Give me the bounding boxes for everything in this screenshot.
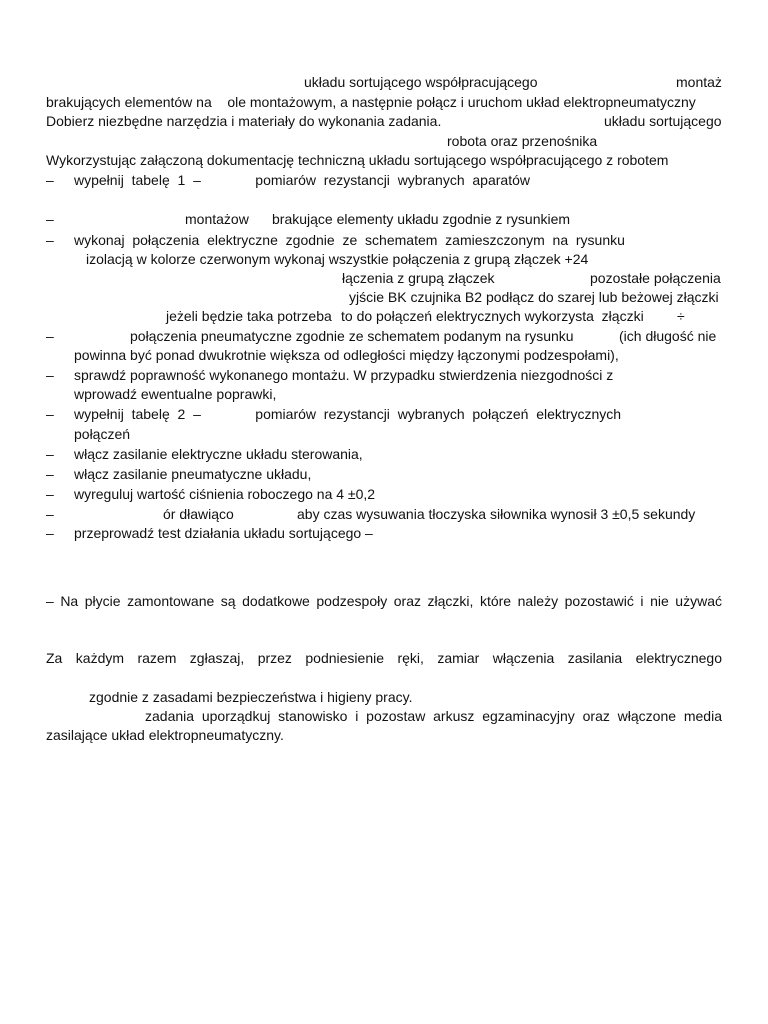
bullet-dash: – — [46, 506, 54, 522]
list-item-line: łączenia z grupą złączek — [342, 270, 495, 286]
list-item: przeprowadź test działania układu sortującego – — [74, 525, 373, 541]
text-line: robota oraz przenośnika — [447, 133, 598, 149]
list-item-line: yjście BK czujnika B2 podłącz do szarej lub beżowej złączki — [349, 289, 719, 305]
list-item-line: to do połączeń elektrycznych wykorzysta złączki — [341, 308, 644, 324]
list-item: wykonaj połączenia elektryczne zgodnie ze schematem zamieszczonym na rysunku — [74, 232, 625, 248]
list-item: włącz zasilanie pneumatyczne układu, — [74, 466, 312, 482]
bullet-dash: – — [46, 172, 54, 188]
list-item: ór dławiąco — [163, 506, 234, 522]
list-item: montażow — [185, 211, 249, 227]
text-line: montaż — [676, 74, 722, 90]
bullet-dash: – — [46, 466, 54, 482]
list-item-line: izolacją w kolorze czerwonym wykonaj wszystkie połączenia z grupą złączek +24 — [86, 251, 589, 267]
text-line: Dobierz niezbędne narzędzia i materiały do wykonania zadania. — [46, 113, 442, 129]
list-item: wypełnij tabelę 1 – pomiarów rezystancji wybranych aparatów — [74, 172, 530, 188]
bullet-dash: – — [46, 486, 54, 502]
bullet-dash: – — [46, 406, 54, 422]
bullet-dash: – — [46, 525, 54, 541]
text-line: Wykorzystując załączoną dokumentację techniczną układu sortującego współpracującego z robotem — [46, 152, 669, 168]
list-item-line: pozostałe połączenia — [590, 270, 721, 286]
list-item-line: wprowadź ewentualne poprawki, — [74, 386, 277, 402]
text-line: zasilające układ elektropneumatyczny. — [46, 727, 284, 743]
list-item: (ich długość nie — [619, 328, 717, 344]
list-item: brakujące elementy układu zgodnie z rysunkiem — [272, 211, 571, 227]
list-item-line: ÷ — [677, 308, 685, 324]
list-item: aby czas wysuwania tłoczyska siłownika wynosił 3 ±0,5 sekundy — [297, 506, 696, 522]
list-item: połączenia pneumatyczne zgodnie ze schematem podanym na rysunku — [130, 328, 574, 344]
note-paragraph: – Na płycie zamontowane są dodatkowe podzespoły oraz złączki, które należy pozostawić i nie używać — [46, 593, 722, 609]
bullet-dash: – — [46, 232, 54, 248]
list-item: włącz zasilanie elektryczne układu sterowania, — [74, 446, 363, 462]
text-line: układu sortującego współpracującego — [304, 74, 538, 90]
list-item-line: połączeń — [74, 426, 131, 442]
text-line: brakujących elementów na ole montażowym, a następnie połącz i uruchom układ elektropneumatyczny — [46, 94, 696, 110]
list-item: wypełnij tabelę 2 – pomiarów rezystancji wybranych połączeń elektrycznych — [74, 406, 622, 422]
text-line: zadania uporządkuj stanowisko i pozostaw arkusz egzaminacyjny oraz włączone media — [145, 708, 722, 724]
bullet-dash: – — [46, 367, 54, 383]
bullet-dash: – — [46, 211, 54, 227]
text-line: układu sortującego — [604, 113, 722, 129]
list-item-line: powinna być ponad dwukrotnie większa od odległości między łączonymi podzespołami), — [74, 347, 619, 363]
text-line: zgodnie z zasadami bezpieczeństwa i higieny pracy. — [89, 689, 413, 705]
list-item: wyreguluj wartość ciśnienia roboczego na 4 ±0,2 — [74, 486, 376, 502]
instruction-paragraph: Za każdym razem zgłaszaj, przez podniesienie ręki, zamiar włączenia zasilania elektrycznego — [46, 650, 722, 666]
bullet-dash: – — [46, 328, 54, 344]
bullet-dash: – — [46, 446, 54, 462]
list-item: sprawdź poprawność wykonanego montażu. W przypadku stwierdzenia niezgodności z — [74, 367, 614, 383]
list-item-line: jeżeli będzie taka potrzeba — [166, 308, 332, 324]
